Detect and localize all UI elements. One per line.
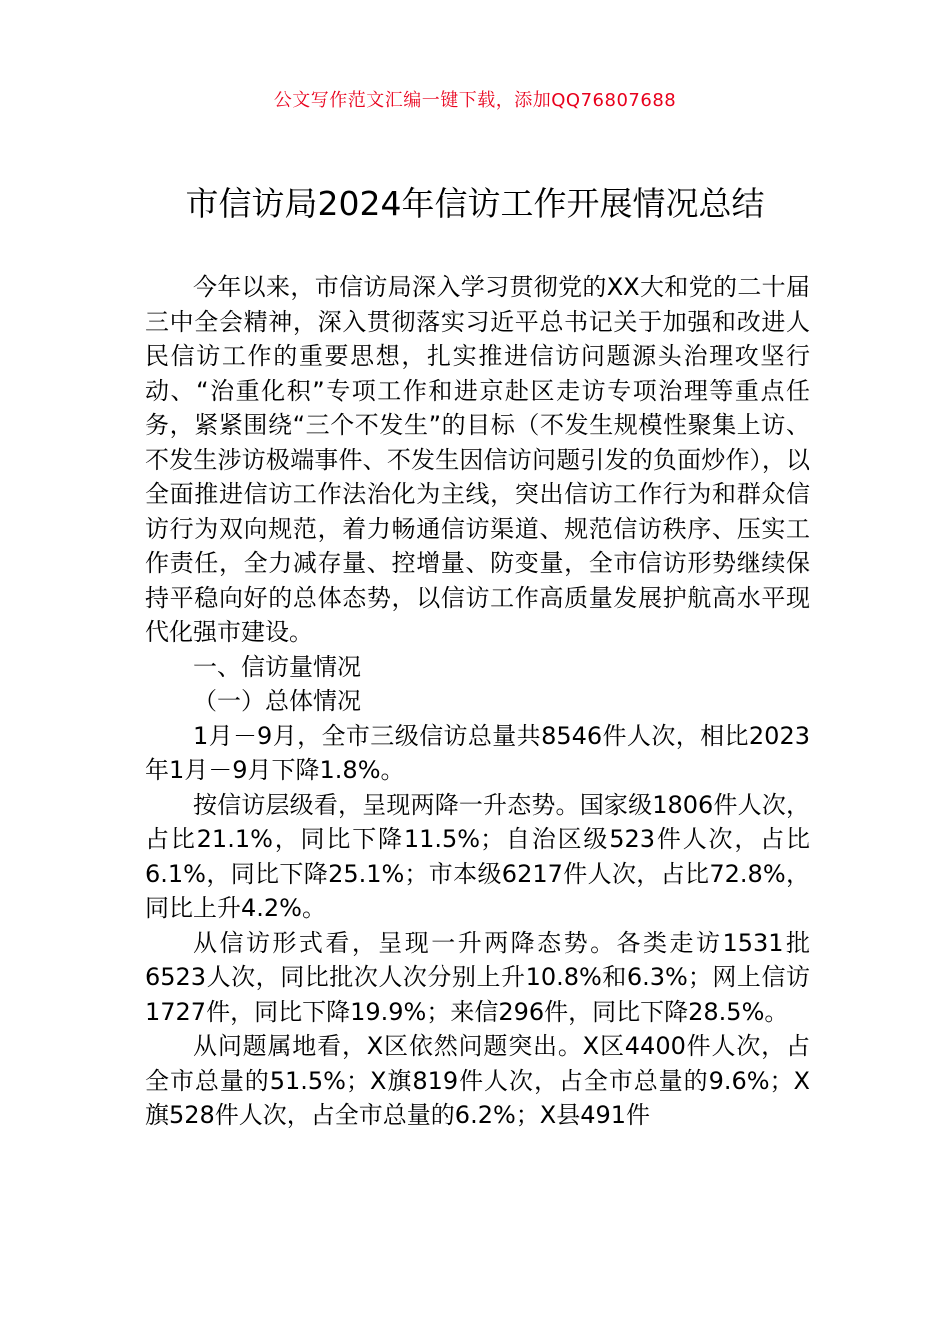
paragraph-form: 从信访形式看，呈现一升两降态势。各类走访1531批6523人次，同比批次人次分别上升10.8%和6.3%；网上信访1727件，同比下降19.9%；来信296件，同比下降28.5%。: [145, 928, 810, 1026]
document-body: [145, 270, 810, 1133]
header-note: 公文写作范文汇编一键下载，添加QQ76807688: [273, 90, 677, 111]
paragraph-intro: 今年以来，市信访局深入学习贯彻党的XX大和党的二十届三中全会精神，深入贯彻落实习近平总书记关于加强和改进人民信访工作的重要思想，扎实推进信访问题源头治理攻坚行动、“治重化积”专项工作和进京赴区走访专项治理等重点任务，紧紧围绕“三个不发生”的目标（不发生规模性聚集上访、不发生涉访极端事件、不发生因信访问题引发的负面炒作），以全面推进信访工作法治化为主线，突出信访工作行为和群众信访行为双向规范，着力畅通信访渠道、规范信访秩序、压实工作责任，全力减存量、控增量、防变量，全市信访形势继续保持平稳向好的总体态势，以信访工作高质量发展护航高水平现代化强市建设。: [145, 273, 810, 646]
paragraph-level: 按信访层级看，呈现两降一升态势。国家级1806件人次，占比21.1%，同比下降11.5%；自治区级523件人次，占比6.1%，同比下降25.1%；市本级6217件人次，占比72.8%，同比上升4.2%。: [145, 790, 810, 922]
page-title: 市信访局2024年信访工作开展情况总结: [185, 184, 765, 223]
section-heading: 一、信访量情况: [193, 652, 361, 681]
subsection-heading: （一）总体情况: [193, 687, 361, 715]
paragraph-territory: 从问题属地看，X区依然问题突出。X区4400件人次，占全市总量的51.5%；X旗819件人次，占全市总量的9.6%；X旗528件人次，占全市总量的6.2%；X县491件: [145, 1032, 810, 1129]
paragraph-total: 1月－9月，全市三级信访总量共8546件人次，相比2023年1月－9月下降1.8%。: [145, 721, 810, 784]
